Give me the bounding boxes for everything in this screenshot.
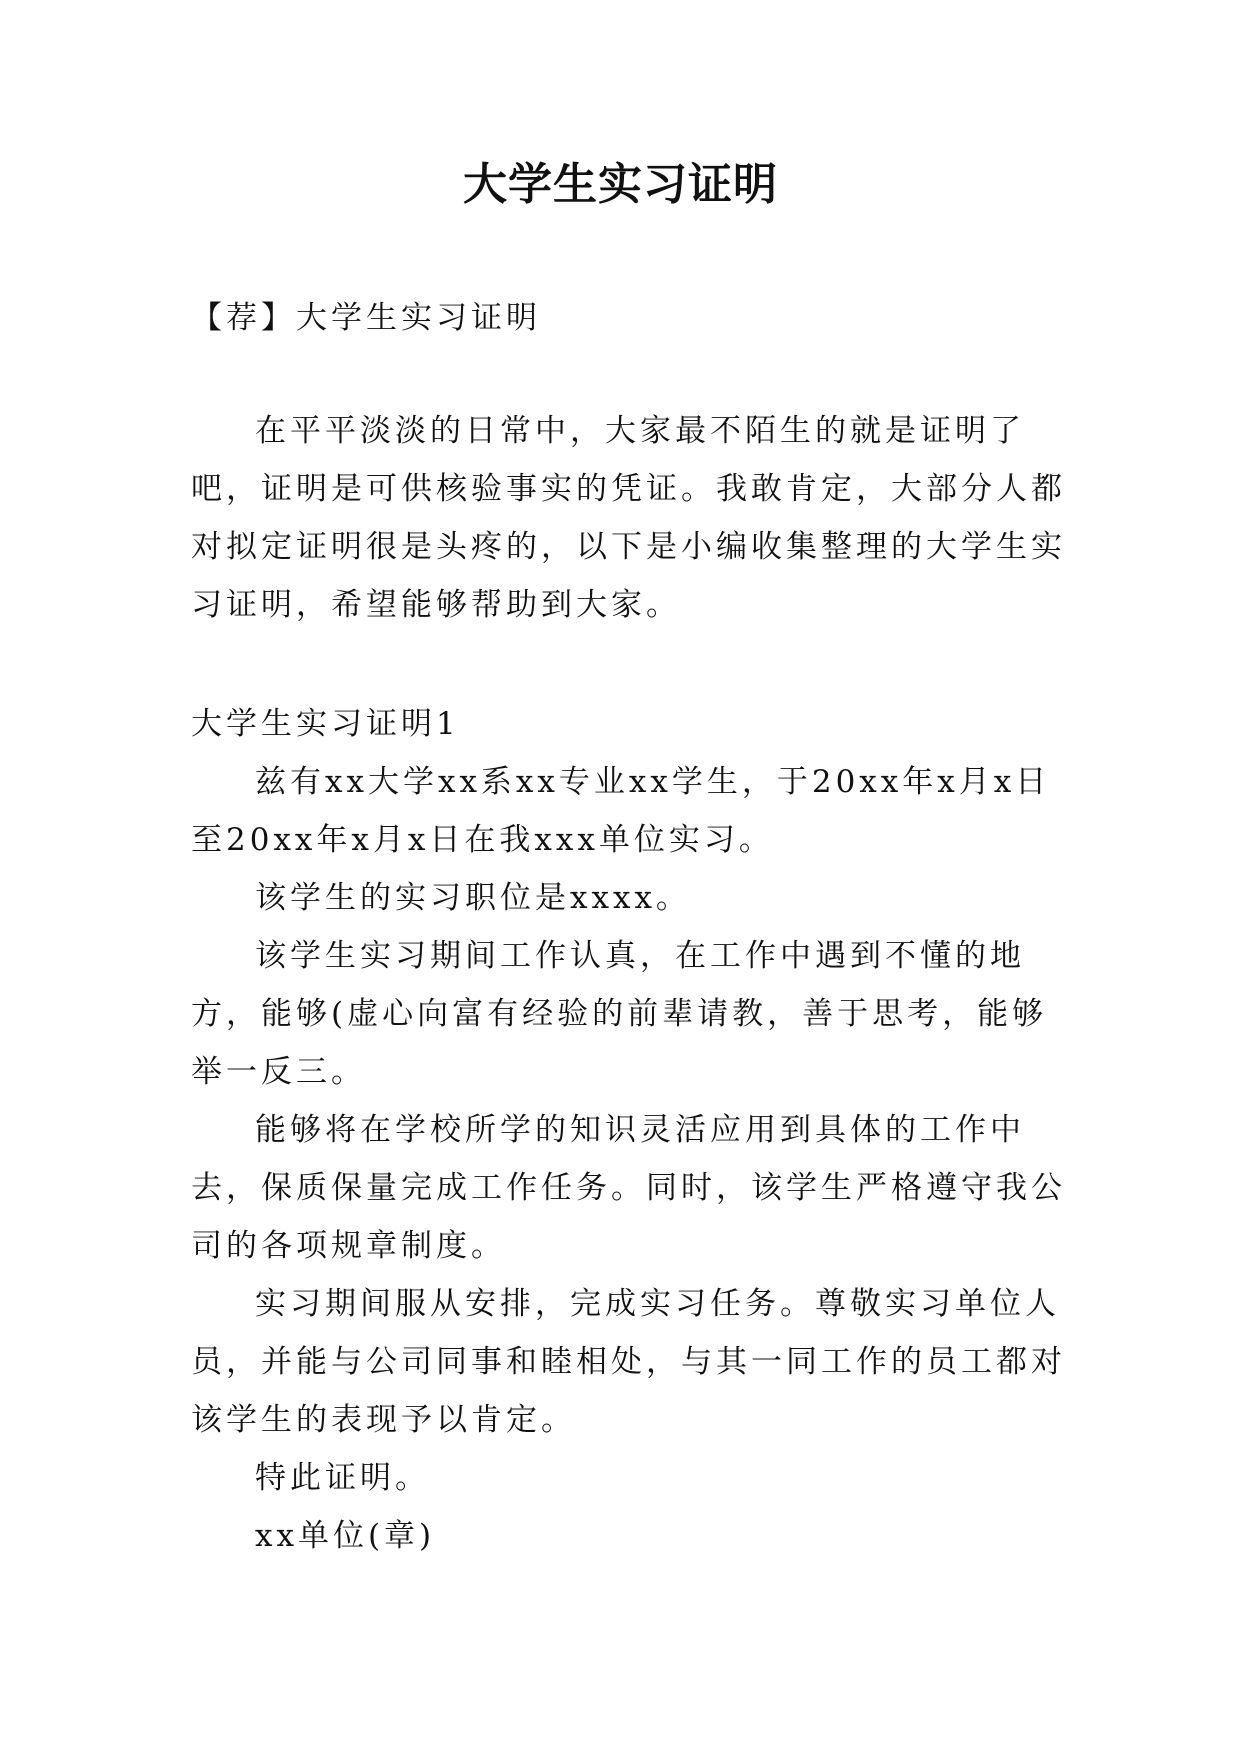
paragraph-position: 该学生的实习职位是xxxx。	[255, 880, 691, 916]
paragraph-closing: 特此证明。	[255, 1460, 430, 1496]
signature-line: xx单位(章)	[255, 1518, 436, 1554]
paragraph-enrollment: 兹有xx大学xx系xx专业xx学生，于20xx年x月x日至20xx年x月x日在我xxx单位实习。	[191, 764, 1051, 858]
paragraph-application: 能够将在学校所学的知识灵活应用到具体的工作中去，保质保量完成工作任务。同时，该学生严格遵守我公司的各项规章制度。	[191, 1112, 1066, 1264]
document-title: 大学生实习证明	[463, 159, 778, 210]
document-subtitle: 【荐】大学生实习证明	[191, 300, 541, 336]
paragraph-conduct: 实习期间服从安排，完成实习任务。尊敬实习单位人员，并能与公司同事和睦相处，与其一同工作的员工都对该学生的表现予以肯定。	[191, 1286, 1066, 1438]
intro-paragraph: 在平平淡淡的日常中，大家最不陌生的就是证明了吧，证明是可供核验事实的凭证。我敢肯定，大部分人都对拟定证明很是头疼的，以下是小编收集整理的大学生实习证明，希望能够帮助到大家。	[191, 413, 1066, 623]
section-heading: 大学生实习证明1	[191, 706, 460, 742]
certificate-section	[191, 695, 1071, 1565]
paragraph-attitude: 该学生实习期间工作认真，在工作中遇到不懂的地方，能够(虚心向富有经验的前辈请教，善于思考，能够举一反三。	[191, 938, 1048, 1090]
